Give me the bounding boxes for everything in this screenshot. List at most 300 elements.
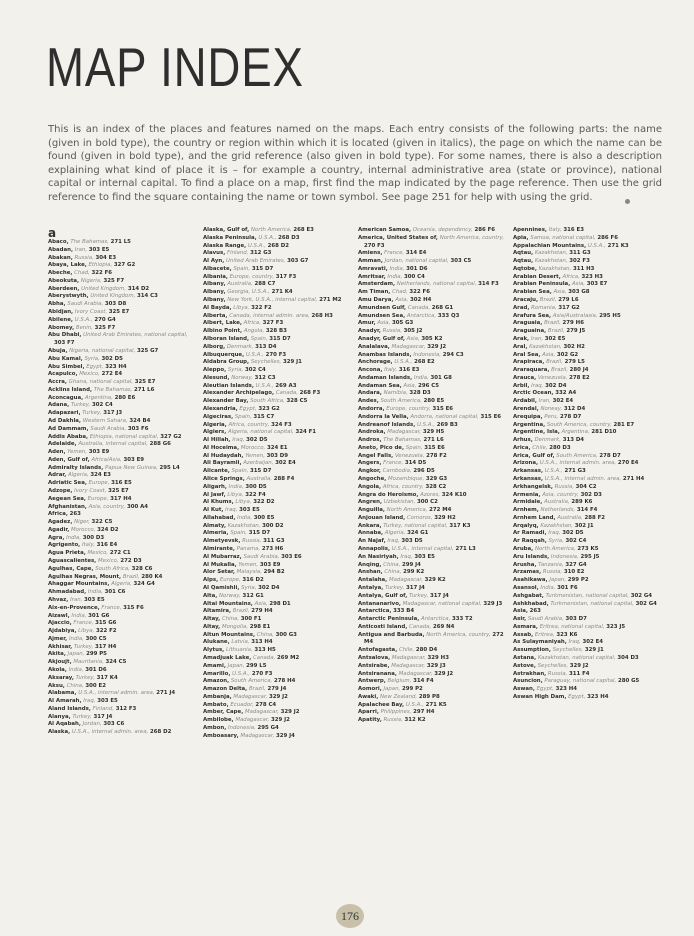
entry-name: Antananarivo,: [358, 600, 401, 607]
index-entry: [358, 671, 505, 679]
entry-region: Asia,: [406, 335, 420, 342]
entry-grid-ref: 288 F4: [273, 476, 295, 482]
entry-name: Antarctica,: [358, 608, 392, 615]
entry-name: Antsiranana,: [358, 670, 397, 677]
entry-region: Asia,: [571, 281, 585, 288]
index-entry: [358, 717, 505, 725]
entry-region: Canada, internal admin. area,: [229, 312, 310, 319]
page-title: MAP INDEX: [46, 36, 304, 98]
entry-region: Argentina,: [561, 429, 590, 436]
entry-grid-ref: 322 F6: [409, 289, 430, 296]
entry-name: Alaska,: [48, 729, 71, 736]
entry-grid-ref: 279 L6: [558, 297, 579, 304]
entry-name: Androka,: [358, 429, 386, 436]
entry-region: India,: [87, 589, 103, 596]
entry-region: France,: [73, 620, 94, 627]
index-entry: [48, 317, 195, 325]
entry-grid-ref: 315 E6: [480, 413, 502, 420]
index-entry: [513, 289, 660, 297]
index-entry: [48, 262, 195, 270]
entry-grid-ref: 329 J3: [426, 662, 446, 669]
entry-name: Alabama,: [48, 690, 77, 697]
index-entry: [513, 678, 660, 686]
entry-grid-ref: 328 C2: [425, 483, 447, 490]
entry-name: Amundsen Gulf,: [358, 304, 407, 311]
entry-name: Argentina,: [513, 421, 546, 428]
entry-grid-ref: 329 K2: [424, 577, 446, 584]
entry-region: Turkmenistan, national capital,: [545, 592, 629, 599]
entry-region: United Kingdom,: [90, 293, 136, 300]
entry-name: Arzamas,: [513, 569, 542, 576]
entry-name: Astove,: [513, 662, 536, 669]
index-entry: [358, 678, 505, 686]
index-entry: [513, 313, 660, 321]
entry-name: Andara,: [358, 390, 382, 397]
entry-name: Asansol,: [513, 584, 539, 591]
entry-name: Annaba,: [358, 530, 384, 537]
index-entry: [48, 511, 195, 519]
entry-grid-ref: 328 C5: [286, 398, 308, 405]
entry-region: Kazakhstan,: [538, 265, 572, 272]
entry-name: Amazon,: [203, 678, 230, 685]
entry-region: Brazil,: [232, 608, 250, 615]
entry-name: Amadjuak Lake,: [203, 654, 252, 661]
index-entry: [513, 499, 660, 507]
entry-region: Africa, country,: [382, 483, 424, 490]
entry-region: Australia,: [557, 514, 583, 521]
index-entry: [48, 566, 195, 574]
entry-region: Latvia,: [231, 639, 250, 646]
entry-name: Al Bayda,: [203, 304, 232, 311]
entry-region: Algeria,: [67, 472, 89, 479]
entry-grid-ref: 279 J4: [267, 686, 287, 693]
entry-region: Norway,: [540, 405, 563, 412]
index-entry: [48, 356, 195, 364]
entry-grid-ref: 324 G1: [407, 530, 429, 537]
entry-grid-ref: 312 G3: [250, 250, 272, 257]
entry-grid-ref: 325 E7: [134, 379, 156, 386]
entry-region: Saudi Arabia,: [90, 425, 127, 432]
index-entry: [358, 655, 505, 663]
entry-grid-ref: 289 K6: [571, 499, 593, 506]
entry-region: Romania,: [531, 304, 557, 311]
entry-grid-ref: 272 M4: [429, 507, 452, 514]
entry-name: Am Timan,: [358, 289, 391, 296]
entry-grid-ref: 324 E3: [90, 472, 111, 479]
entry-name: Andros,: [358, 437, 382, 444]
entry-name: Arkhangelsk,: [513, 483, 553, 490]
entry-name: Abu Kamal,: [48, 355, 83, 362]
entry-region: Denmark,: [226, 343, 254, 350]
entry-name: An Nasiriyah,: [358, 553, 399, 560]
entry-grid-ref: 302 E4: [582, 639, 604, 646]
entry-region: Canada,: [275, 390, 298, 397]
entry-region: Namibia,: [383, 390, 408, 397]
entry-name: Arica,: [513, 444, 531, 451]
entry-region: Madagascar, national capital,: [402, 600, 482, 607]
index-entry: [48, 465, 195, 473]
entry-region: U.S.A.,: [74, 316, 93, 323]
entry-name: Andorra,: [358, 405, 385, 412]
entry-grid-ref: 302 D4: [545, 382, 567, 389]
entry-grid-ref: 303 E5: [88, 246, 110, 253]
entry-name: Aqtau,: [513, 250, 534, 257]
index-entry: [203, 367, 350, 375]
entry-name: Amboasary,: [203, 732, 239, 739]
entry-grid-ref: 300 C2: [417, 499, 438, 506]
entry-grid-ref: 303 D8: [104, 301, 127, 308]
index-entry: [358, 577, 505, 585]
entry-name: Arafura Sea,: [513, 312, 552, 319]
entry-name: Akjoujt,: [48, 659, 72, 666]
entry-grid-ref: 329 J2: [434, 670, 454, 677]
entry-name: Amarillo,: [203, 670, 231, 677]
entry-name: Apia,: [513, 234, 529, 241]
index-entry: [48, 410, 195, 418]
index-entry: [203, 305, 350, 313]
entry-name: Aldabra Group,: [203, 359, 250, 366]
entry-grid-ref: 268 G1: [431, 304, 454, 311]
entry-region: Europe,: [219, 577, 241, 584]
entry-grid-ref: 327 G2: [113, 262, 136, 269]
entry-grid-ref: 328 B3: [265, 328, 287, 335]
entry-name: Abaco,: [48, 239, 69, 245]
index-entry: [513, 258, 660, 266]
entry-grid-ref: 296 C5: [418, 382, 439, 389]
entry-region: Finland,: [92, 705, 114, 712]
entry-region: Spain,: [250, 335, 268, 342]
index-entry: [48, 527, 195, 535]
index-entry: [513, 367, 660, 375]
entry-grid-ref: 298 E1: [249, 623, 271, 630]
index-entry: [513, 694, 660, 702]
entry-region: Canada,: [253, 654, 276, 661]
entry-grid-ref: 303 E7: [586, 281, 608, 288]
entry-name: Abidjan,: [48, 309, 74, 316]
entry-region: U.S.A.,: [587, 242, 606, 249]
entry-name: Albany,: [203, 289, 226, 296]
entry-region: Iraq,: [400, 553, 413, 560]
entry-grid-ref: 302 C4: [91, 402, 113, 409]
entry-name: Aruba,: [513, 546, 534, 553]
entry-region: Iraq,: [548, 530, 561, 537]
entry-grid-ref: 272 C1: [109, 550, 131, 557]
entry-region: Netherlands, national capital,: [396, 281, 477, 288]
entry-grid-ref: 299 K2: [403, 569, 425, 576]
entry-region: Spain,: [233, 265, 251, 272]
index-entry: [358, 383, 505, 391]
index-entry: [203, 639, 350, 647]
index-entry: [203, 702, 350, 710]
index-entry: [203, 383, 350, 391]
entry-region: Syria,: [84, 355, 100, 362]
entry-region: Seychelles,: [250, 359, 282, 366]
entry-name: Adana,: [48, 402, 70, 409]
entry-name: Andreanof Islands,: [358, 421, 416, 428]
entry-region: Norway,: [219, 592, 241, 599]
entry-grid-ref: 302 C4: [244, 367, 266, 374]
entry-name: Ashkhabad,: [513, 600, 549, 607]
index-entry: [48, 449, 195, 457]
entry-region: Mexico,: [87, 550, 109, 557]
entry-name: Arqalyq,: [513, 522, 539, 529]
entry-region: Brazil,: [544, 320, 561, 327]
entry-name: Aswan,: [513, 686, 535, 693]
entry-name: Anticosti Island,: [358, 623, 408, 630]
entry-name: Anguilla,: [358, 507, 385, 514]
entry-region: Kazakhstan, national capital,: [537, 654, 616, 661]
entry-grid-ref: 325 F7: [103, 277, 125, 284]
entry-region: South America,: [556, 452, 598, 459]
entry-region: U.S.A.,: [394, 359, 413, 366]
index-entry: [48, 597, 195, 605]
entry-name: Acapulco,: [48, 371, 78, 378]
entry-grid-ref: 270 F3: [251, 670, 273, 677]
entry-region: Russia,: [74, 254, 94, 261]
entry-name: Amazon Delta,: [203, 686, 248, 693]
entry-region: Spain,: [231, 468, 249, 475]
index-entry: [358, 530, 505, 538]
entry-name: Arabian Peninsula,: [513, 281, 571, 288]
entry-grid-ref: 271 L3: [455, 546, 476, 553]
entry-name: Altay,: [203, 623, 221, 630]
entry-name: An Najaf,: [358, 538, 386, 545]
entry-grid-ref: 317 J3: [103, 410, 123, 417]
bullet-mark: [625, 199, 630, 204]
entry-region: Eritrea, national capital,: [539, 623, 605, 630]
index-entry: [513, 274, 660, 282]
entry-grid-ref: 324 F3: [271, 421, 292, 428]
entry-grid-ref: 263: [529, 608, 541, 615]
index-entry: [513, 468, 660, 476]
entry-name: Araguaia,: [513, 320, 543, 327]
entry-grid-ref: 327 F3: [262, 320, 284, 327]
entry-name: Arak,: [513, 335, 530, 342]
entry-region: United Arab Emirates, national capital,: [83, 332, 188, 339]
entry-region: Samoa, national capital,: [530, 234, 596, 241]
index-entry: [203, 655, 350, 663]
entry-grid-ref: 271 K4: [271, 289, 293, 296]
entry-name: Adriatic Sea,: [48, 480, 87, 487]
entry-region: Oceania, dependency,: [412, 227, 473, 233]
entry-grid-ref: 314 D5: [404, 460, 427, 467]
index-entry: [203, 507, 350, 515]
entry-grid-ref: 289 P8: [418, 693, 440, 700]
index-entry: [358, 422, 505, 430]
entry-name: Agadir,: [48, 526, 70, 533]
index-entry: [48, 613, 195, 621]
entry-region: Ethiopia, national capital,: [89, 433, 159, 440]
entry-region: New York, U.S.A., internal capital,: [227, 297, 318, 304]
entry-region: Kazakhstan,: [534, 258, 568, 265]
entry-region: China,: [256, 631, 274, 638]
entry-grid-ref: 323 H4: [105, 363, 127, 370]
entry-region: Italy,: [384, 367, 398, 374]
entry-region: Kazakhstan,: [529, 343, 562, 350]
entry-grid-ref: 303 D7: [565, 616, 587, 623]
entry-grid-ref: 301 G8: [430, 374, 452, 381]
entry-grid-ref: 329 H5: [422, 429, 445, 436]
entry-region: Comoros,: [406, 514, 433, 521]
index-entry: [358, 375, 505, 383]
entry-grid-ref: 303 E9: [88, 449, 110, 456]
entry-grid-ref: 316 E5: [111, 480, 132, 487]
entry-region: Iraq,: [568, 639, 581, 646]
entry-name: Agadez,: [48, 519, 73, 526]
entry-region: Turkey,: [70, 402, 91, 409]
entry-name: Antsalova,: [358, 654, 391, 661]
entry-name: Apalachee Bay,: [358, 701, 405, 708]
entry-grid-ref: 303 F6: [127, 425, 149, 432]
index-entry: [48, 472, 195, 480]
index-entry: [203, 398, 350, 406]
entry-region: Asia,: [553, 289, 567, 296]
entry-grid-ref: 329 J1: [283, 359, 302, 366]
index-entry: [358, 709, 505, 717]
entry-name: Alboran Island,: [203, 335, 250, 342]
entry-name: Arauca,: [513, 374, 537, 381]
index-entry: [358, 429, 505, 437]
index-column-3: [358, 227, 505, 905]
entry-region: North America, country,: [426, 631, 491, 638]
index-entry: [203, 608, 350, 616]
index-entry: [513, 686, 660, 694]
entry-name: Almeria,: [203, 530, 229, 537]
entry-grid-ref: 280 D3: [549, 444, 571, 451]
entry-name: Arequipa,: [513, 413, 543, 420]
entry-grid-ref: 294 C3: [442, 351, 464, 358]
index-entry: [203, 460, 350, 468]
entry-region: Asia,: [542, 351, 556, 358]
entry-grid-ref: 304 E3: [95, 254, 117, 261]
entry-grid-ref: 313 D4: [255, 343, 277, 350]
entry-name: Ad Dammam,: [48, 425, 89, 432]
index-entry: [48, 293, 195, 301]
entry-region: India,: [389, 265, 405, 272]
entry-grid-ref: 324 B4: [129, 417, 151, 424]
index-entry: [513, 460, 660, 468]
entry-grid-ref: 300 D3: [82, 534, 105, 541]
entry-name: Al Qamishli,: [203, 584, 240, 591]
entry-region: Italy,: [548, 227, 562, 233]
entry-region: Norway,: [231, 374, 253, 381]
entry-name: Aleppo,: [203, 367, 227, 374]
entry-grid-ref: 324 K10: [441, 491, 467, 498]
entry-grid-ref: 328 D3: [409, 390, 431, 397]
entry-region: Azores,: [420, 491, 441, 498]
entry-name: Almaty,: [203, 522, 226, 529]
entry-name: Ajdabiya,: [48, 628, 77, 635]
index-entry: [203, 717, 350, 725]
entry-region: Mexico,: [79, 371, 100, 378]
entry-region: The Bahamas,: [383, 437, 422, 444]
entry-grid-ref: 317 J4: [406, 584, 425, 591]
index-entry: [358, 694, 505, 702]
entry-region: Ecuador,: [230, 701, 254, 708]
entry-name: Antigua and Barbuda,: [358, 631, 425, 638]
index-entry: [513, 632, 660, 640]
entry-grid-ref: 303 D5: [401, 538, 423, 545]
entry-region: Finland,: [226, 250, 249, 257]
entry-name: Albany,: [203, 281, 226, 288]
entry-grid-ref: 300 D5: [245, 483, 267, 490]
entry-grid-ref: 311 G3: [263, 538, 285, 545]
entry-name: Aral Sea,: [513, 351, 541, 358]
index-entry: [513, 663, 660, 671]
entry-grid-ref: 333 Q3: [437, 312, 460, 319]
entry-name: Alexander Archipelago,: [203, 390, 274, 397]
entry-region: South America,: [230, 678, 273, 685]
entry-grid-ref: 302 E4: [275, 460, 296, 467]
index-entry: [203, 250, 350, 258]
entry-grid-ref: 315 D7: [250, 468, 272, 475]
index-entry: [358, 523, 505, 531]
entry-grid-ref: 301 D6: [85, 666, 107, 673]
index-entry: [48, 581, 195, 589]
entry-name: Alaska Peninsula,: [203, 234, 257, 241]
entry-grid-ref: 300 C4: [404, 273, 425, 280]
entry-region: Turkey,: [409, 592, 429, 599]
entry-grid-ref: 280 G5: [617, 678, 640, 685]
entry-grid-ref: 288 G6: [149, 441, 171, 448]
entry-grid-ref: 268 D2: [149, 729, 172, 736]
index-entry: [358, 398, 505, 406]
entry-name: Accra,: [48, 379, 67, 386]
entry-region: Europe,: [87, 495, 109, 502]
entry-name: Abilene,: [48, 316, 73, 323]
index-entry: [358, 460, 505, 468]
entry-name: Abakan,: [48, 254, 73, 261]
entry-grid-ref: 329 J3: [483, 600, 503, 607]
index-entry: [203, 453, 350, 461]
entry-grid-ref: 317 G2: [558, 304, 580, 311]
entry-grid-ref: 272 M4: [364, 631, 504, 646]
entry-region: North America,: [250, 227, 292, 233]
entry-grid-ref: 302 D4: [258, 584, 280, 591]
index-entry: [203, 243, 350, 251]
index-entry: [203, 577, 350, 585]
index-entry: [203, 313, 350, 321]
entry-name: Aqtobe,: [513, 265, 537, 272]
entry-grid-ref: 324 F1: [295, 429, 317, 436]
entry-name: Anshan,: [358, 569, 383, 576]
entry-name: Albino Point,: [203, 328, 243, 335]
entry-region: Nigeria, national capital,: [69, 347, 136, 354]
entry-region: United Arab Emirates,: [226, 258, 286, 265]
entry-name: Assumption,: [513, 647, 551, 654]
entry-grid-ref: 303 E5: [84, 596, 105, 603]
entry-grid-ref: 272 D3: [120, 558, 142, 565]
index-entry: [203, 468, 350, 476]
entry-region: Spain,: [230, 530, 247, 537]
index-entry: [203, 258, 350, 266]
entry-region: Madagascar,: [391, 662, 426, 669]
index-entry: [48, 496, 195, 504]
entry-name: Addis Ababa,: [48, 433, 89, 440]
entry-grid-ref: 323 H4: [555, 686, 578, 693]
index-entry: [358, 390, 505, 398]
entry-region: China,: [66, 682, 84, 689]
entry-grid-ref: 324 E1: [266, 444, 288, 451]
entry-grid-ref: 302 E5: [544, 335, 566, 342]
index-entry: [48, 706, 195, 714]
entry-name: Aral,: [513, 343, 528, 350]
entry-name: Astana,: [513, 654, 537, 661]
entry-region: Japan,: [227, 662, 245, 669]
index-entry: [203, 414, 350, 422]
entry-region: Syria,: [548, 538, 564, 545]
index-entry: [358, 305, 505, 313]
